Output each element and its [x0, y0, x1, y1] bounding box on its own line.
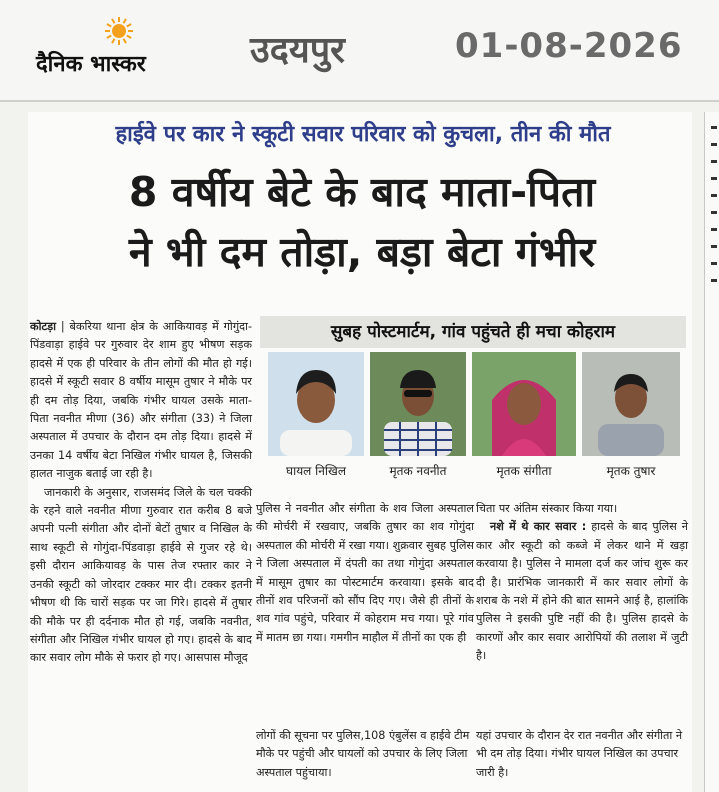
logo-text: दैनिक भास्कर	[36, 52, 146, 77]
article-column-3	[476, 500, 688, 666]
sun-ray	[107, 24, 111, 27]
caption-tushar: मृतक तुषार	[606, 464, 656, 478]
column-3-continuation: यहां उपचार के दौरान देर रात नवनीत और संगीता ने भी दम तोड़ दिया। गंभीर घायल निखिल का उपचार जारी है।	[476, 729, 683, 779]
edition-date: 01-08-2026	[455, 26, 683, 66]
headline-line-1: 8 वर्षीय बेटे के बाद माता-पिता	[128, 168, 596, 216]
headline-line-2: ने भी दम तोड़ा, बड़ा बेटा गंभीर	[128, 228, 596, 276]
paragraph-5: हादसे के बाद पुलिस ने कार और स्कूटी को कब्जे में लेकर थाने में खड़ा करवाया है। पुलिस ने मामला दर्ज कर जांच शुरू कर दी है। प्रारंभिक जानकारी में कार सवार लोगों के शराब के नशे में होने की बात सामने आई है, हालांकि पुलिस ने इसकी पुष्टि नहीं की है। पुलिस हादसे के कारणों और कार सवार आरोपियों की तलाश में जुटी है।	[476, 520, 688, 663]
photo-sangeeta	[472, 352, 576, 456]
news-article	[28, 112, 692, 792]
article-column-1: कोटड़ा | बेकरिया थाना क्षेत्र के आकियावड़ में गोगुंदा-पिंडवाड़ा हाईवे पर गुरुवार देर शाम हुए भीषण सड़क हादसे में एक ही परिवार के तीन लोगों की मौत हो गई। हादसे में स्कूटी सवार 8 वर्षीय मासूम तुषार ने मौके पर ही दम तोड़ दिया, जबकि गंभीर घायल उसके माता-पिता नवनीत मीणा (36) और संगीता (33) ने जिला अस्पताल में उपचार के दौरान दम तोड़ दिया। हादसे में उनका 14 वर्षीय बेटा निखिल गंभीर घायल है, जिसकी हालत नाजुक बताई जा रही है। जानकारी के अनुसार, राजसमंद जिले के चल चक्की के रहने वाले नवनीत मीणा गुरुवार रात करीब 8 बजे अपनी पत्नी संगीता और दोनों बेटों तुषार व निखिल के साथ स्कूटी से गोगुंदा-पिंडवाड़ा हाईवे से गुजर रहे थे। इसी दौरान आकियावड़ के पास तेज रफ्तार कार ने उनकी स्कूटी को जोरदार टक्कर मार दी। टक्कर इतनी भीषण थी कि चारों सड़क पर जा गिरे। हादसे में तुषार की मौके पर ही दर्दनाक मौत हो गई, जबकि नवनीत, संगीता और निखिल गंभीर घायल हो गए। हादसे के बाद कार सवार लोग मौके से फरार हो गए। आसपास मौजूद	[30, 318, 252, 668]
column-2-continuation: लोगों की सूचना पर पुलिस,108 एंबुलेंस व हाईवे टीम मौके पर पहुंची और घायलों को उपचार के लिए जिला अस्पताल पहुंचाया।	[256, 729, 470, 779]
sun-ray	[107, 36, 111, 39]
paragraph-1: बेकरिया थाना क्षेत्र के आकियावड़ में गोगुंदा-पिंडवाड़ा हाईवे पर गुरुवार देर शाम हुए भीषण सड़क हादसे में एक ही परिवार के तीन लोगों की मौत हो गई। हादसे में स्कूटी सवार 8 वर्षीय मासूम तुषार ने मौके पर ही दम तोड़ दिया, जबकि गंभीर घायल उसके माता-पिता नवनीत मीणा (36) और संगीता (33) ने जिला अस्पताल में उपचार के दौरान दम तोड़ दिया। हादसे में उनका 14 वर्षीय बेटा निखिल गंभीर घायल है, जिसकी हालत नाजुक बताई जा रही है।	[30, 320, 252, 481]
sun-ray	[124, 39, 127, 43]
sun-ray	[112, 19, 115, 23]
photo-title: सुबह पोस्टमार्टम, गांव पहुंचते ही मचा कोहराम	[260, 316, 686, 348]
article-headline	[34, 162, 690, 282]
caption-sangeeta: मृतक संगीता	[496, 464, 552, 478]
caption-navneet: मृतक नवनीत	[389, 464, 447, 478]
photo-tushar	[582, 352, 680, 456]
paragraph-4: चिता पर अंतिम संस्कार किया गया।	[476, 502, 618, 515]
article-kicker: हाईवे पर कार ने स्कूटी सवार परिवार को कुचला, तीन की मौत	[115, 122, 611, 147]
photo-navneet	[370, 352, 466, 456]
photo-nikhil	[268, 352, 364, 456]
dateline: कोटड़ा	[30, 320, 57, 333]
paragraph-2: जानकारी के अनुसार, राजसमंद जिले के चल चक्की के रहने वाले नवनीत मीणा गुरुवार रात करीब 8 बजे अपनी पत्नी संगीता और दोनों बेटों तुषार व निखिल के साथ स्कूटी से गोगुंदा-पिंडवाड़ा हाईवे से गुजर रहे थे। इसी दौरान आकियावड़ के पास तेज रफ्तार कार ने उनकी स्कूटी को जोरदार टक्कर मार दी। टक्कर इतनी भीषण थी कि चारों सड़क पर जा गिरे। हादसे में तुषार की मौके पर ही दर्दनाक मौत हो गई, जबकि नवनीत, संगीता और निखिल गंभीर घायल हो गए। हादसे के बाद कार सवार लोग मौके से फरार हो गए। आसपास मौजूद	[30, 485, 252, 665]
subheading-drunk: नशे में थे कार सवार :	[490, 520, 587, 534]
adjacent-article-edge	[704, 112, 719, 792]
edition-city: उदयपुर	[250, 30, 345, 71]
sun-ray	[124, 19, 127, 23]
sun-ray	[127, 36, 131, 39]
sun-ray	[127, 24, 131, 27]
masthead	[0, 0, 719, 102]
newspaper-logo	[36, 14, 206, 84]
paragraph-3: पुलिस ने नवनीत और संगीता के शव जिला अस्पताल की मोर्चरी में रखवाए, जबकि तुषार का शव गोगुंदा अस्पताल की मोर्चरी में रखा गया। शुक्रवार सुबह पुलिस ने जिला अस्पताल में दंपती का तथा गोगुंदा अस्पताल में मासूम तुषार का पोस्टमार्टम करवाया। इसके बाद तीनों शव परिजनों को सौंप दिए गए। जैसे ही तीनों के शव गांव पहुंचे, परिवार में कोहराम मच गया। पूरे गांव में मातम छा गया। गमगीन माहौल में तीनों का एक ही	[256, 502, 474, 644]
article-column-2	[256, 500, 474, 647]
sun-icon	[104, 16, 134, 46]
photo-block	[260, 316, 686, 482]
sun-ray	[112, 39, 115, 43]
caption-nikhil: घायल निखिल	[286, 464, 346, 478]
